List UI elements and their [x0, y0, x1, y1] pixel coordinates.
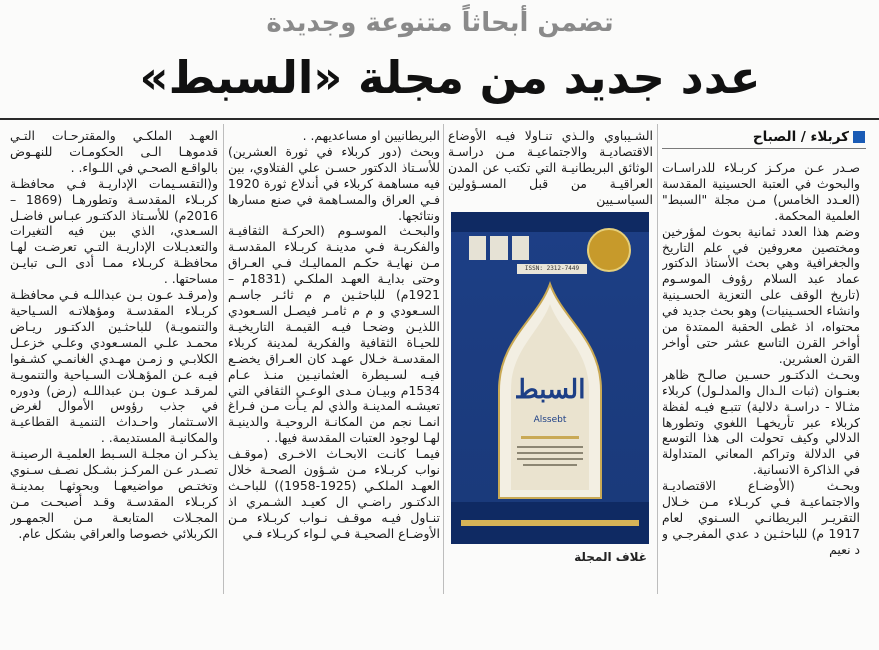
kicker-subheadline: تضمن أبحاثاً متنوعة وجديدة — [266, 8, 614, 38]
article-column-1 — [662, 160, 860, 650]
logo-icon — [512, 236, 529, 260]
paragraph: وضم هذا العدد ثمانية بحوث لمؤرخين ومختصين معروفين في علم التاريخ والجغرافية وهي بحث الأستاذ الدكتور عماد عبد السلام رؤوف الموسـوم (تاريخ الوقف على التعزية الحسـينية وانشاء الحسـينيات) وهو بحث جديد في محتواه، اذ غطى الحقبة الممتدة من أواخر القرن التاسع عشر حتى أواخر القرن العشرين. — [662, 223, 860, 366]
cover-logos — [469, 236, 529, 260]
article-column-2 — [448, 128, 653, 208]
cover-bottom-band — [451, 502, 649, 544]
paragraph: والبحـث الموسـوم (الحركـة الثقافيـة والفكريـة فـي مدينـة كربـلاء المقدسـة مـن نهايـة حكـم المماليـك فـي العـراق وحتى بدايـة العهـد الملكـي (1831م – 1921م) للباحثـين م م ثائـر جاسـم السـعودي و م م ثامـر فيصـل السـعودي اللذيـن وضحـا فيـه القيمـة التاريخيـة للحيـاة الثقافية والفكرية لمدينة كربلاء المقدسـة خـلال عهـد كان العـراق يخضـع فيـه لسـيطرة العثمانيـين منـذ عـام 1534م وبيـان مـدى الوعـي الثقافي التي تعيشـه المدينـة والذي لم يـأت مـن فـراغ انمـا نجم من المكانـة الروحيـة والدينيـة لهـا لوجود العتبات المقدسة فيها. . — [228, 223, 440, 446]
byline-divider — [662, 148, 866, 149]
cover-masthead: Alssebt — [533, 415, 567, 425]
paragraph: و(مرقـد عـون بـن عبداللـه فـي محافظـة كربـلاء المقدسـة ومؤهلاتـه السـياحية والتنمويـة) للباحثـين الدكتـور ريـاض محمـد علـي المسـعودي وعلـي خزعـل الكلابـي و زمـن مهـدي الغانمـي كشـفوا فيـه عـن المؤهـلات السـياحية والتنمويـة لمرقـد عـون بـن عبداللـه (رض) ودوره في جذب رؤوس الأموال لغرض الاسـتثمار واحـداث التنميـة القطاعيـة والمكانيـة المستديمة. . — [10, 287, 218, 446]
header-divider — [0, 118, 879, 120]
headline: عدد جديد من مجلة «السبط» — [139, 51, 761, 104]
magazine-cover-image — [448, 208, 653, 548]
cover-top-band — [451, 212, 649, 232]
column-rule — [657, 124, 658, 594]
paragraph: فيمـا كانـت الابحـاث الاخـرى (موقـف نواب كربـلاء مـن شـؤون الصحـة خلال العهـد الملكـي (1925-1958)) للباحـث الدكتـور راضـي ال كعيـد الشـمري اذ تنـاول فيـه موقـف نـواب كربـلاء مـن الأوضـاع الصحيـة فـي لـواء كربـلاء فـي — [228, 446, 440, 541]
byline-text: كربلاء / الصباح — [752, 129, 849, 145]
paragraph: وبحـث (الأوضـاع الاقتصاديـة والاجتماعيـة فـي كربـلاء مـن خـلال التقريـر البريطانـي السـنوي لعام 1917 م) للباحثـين د عدي المفرجـي و د نعيم — [662, 478, 860, 557]
paragraph: وبحـث الدكتـور حسـين صالـح ظاهر بعنـوان (ثبات الـدال والمدلـول) كربلاء مثـالا - دراسـة دلالية) تتبـع فيـه لفظة كربلاء عبر تأريخهـا اللغوي وتطورها الدلالي وكيف تحولت الى هذا التوسع في الدلالة وتراكم المعاني المتداولة في الذاكرة الانسانية. — [662, 366, 860, 478]
paragraph: الشـيباوي والـذي تنـاولا فيـه الأوضاع الاقتصاديـة والاجتماعيـة مـن دراسـة الوثائق البريطانيـة التي تكتب عن المدن العراقيـة من قبل المسـؤولين السياسـيين — [448, 128, 653, 207]
paragraph: صـدر عـن مركـز كربـلاء للدراسـات والبحوث في العتبة الحسينية المقدسة (العـدد الخامس) مـن مجلة "السبط" العلمية المحكمة. — [662, 160, 860, 223]
logo-icon — [490, 236, 507, 260]
logo-icon — [469, 236, 486, 260]
cover-issn: ISSN: 2312-7449 — [517, 264, 587, 274]
column-rule — [223, 124, 224, 594]
paragraph: و(التقسـيمات الإداريـة فـي محافظـة كربـلاء المقدسـة وتطورهـا (1869 – 2016م) للأسـتاذ الدكتـور عبـاس فاضـل السـعدي، الذي بين فيه التغيرات والتعديـلات الإداريـة التـي تعرضـت لهـا محافظـة كربـلاء ممـا أدى الـى تبايـن مساحتها. . — [10, 175, 218, 287]
paragraph: العهـد الملكـي والمقترحـات التـي قدموهـا الـى الحكومـات للنهـوض بالواقـع الصحـي في اللـواء. . — [10, 128, 218, 175]
cover-seal-icon — [587, 228, 631, 272]
paragraph: وبحث (دور كربلاء في ثورة العشرين) للأسـتاذ الدكتور حسـن علي الفتلاوي، بين فيه مساهمة كربلاء في أندلاع ثورة 1920 فـي العراق والمسـاهمة في صنع مسارها ونتائجها. — [228, 143, 440, 223]
paragraph: يذكـر ان مجلـة السـبط العلميـة الرصينـة تصـدر عـن المركـز بشـكل نصـف سـنوي وتختـص مواضيعهـا وبحوثهـا بمدينـة كربـلاء المقدسـة وقـد أصبحـت مـن المجـلات المتابعـة مـن الجمهـور الكربلائي خصوصا والعراقي بشكل عام. — [10, 446, 218, 541]
byline — [725, 126, 865, 148]
cover-arch-emblem — [493, 280, 607, 500]
section-marker-icon — [853, 131, 865, 143]
cover-artwork — [451, 212, 649, 544]
article-column-4 — [10, 128, 218, 618]
article-column-3 — [228, 128, 440, 618]
column-rule — [443, 124, 444, 594]
paragraph: البريطانيين او مساعديهم. . — [302, 128, 440, 143]
cover-title: السبط — [514, 375, 586, 405]
image-caption: غلاف المجلة — [574, 550, 647, 564]
